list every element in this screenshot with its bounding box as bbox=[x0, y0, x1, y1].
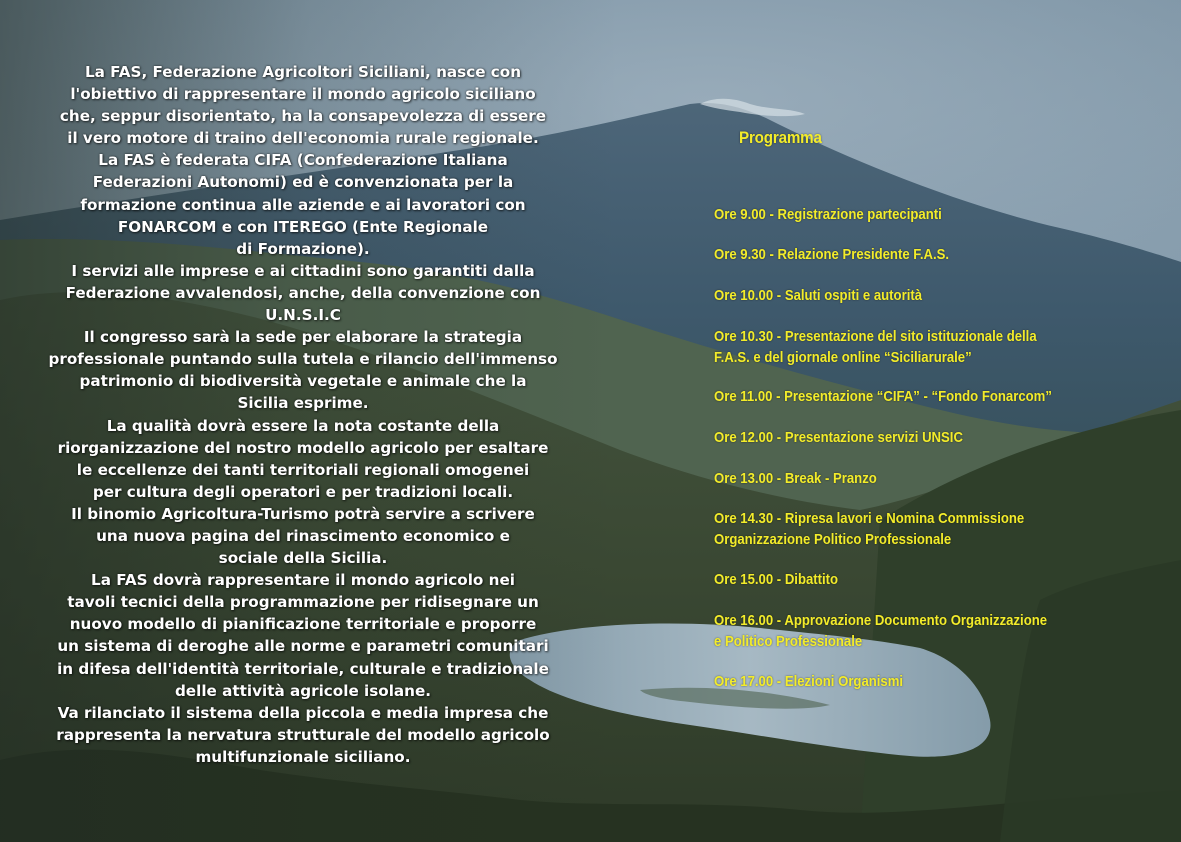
intro-line: di Formazione). bbox=[236, 239, 370, 258]
program-item-text-cont: Organizzazione Politico Professionale bbox=[714, 532, 952, 548]
intro-line: per cultura degli operatori e per tradizioni locali. bbox=[92, 482, 514, 501]
program-item-1500 bbox=[714, 570, 838, 591]
intro-line: un sistema di deroghe alle norme e parametri comunitari bbox=[57, 637, 549, 656]
intro-line: tavoli tecnici della programmazione per ridisegnare un bbox=[67, 593, 539, 612]
intro-line: le eccellenze dei tanti territoriali regionali omogenei bbox=[76, 460, 530, 479]
program-item-1700 bbox=[714, 672, 903, 693]
intro-line: La FAS dovrà rappresentare il mondo agricolo nei bbox=[91, 571, 515, 590]
intro-line: Federazione avvalendosi, anche, della convenzione con bbox=[65, 283, 541, 302]
program-item-1030 bbox=[714, 327, 1037, 369]
intro-line: che, seppur disorientato, ha la consapevolezza di essere bbox=[59, 107, 547, 126]
intro-text-block bbox=[40, 61, 566, 768]
intro-line: rappresenta la nervatura strutturale del modello agricolo bbox=[56, 725, 550, 744]
intro-line: una nuova pagina del rinascimento economico e bbox=[96, 526, 510, 545]
intro-line: professionale puntando sulla tutela e rilancio dell'immenso bbox=[48, 350, 558, 369]
program-item-0930 bbox=[714, 245, 949, 266]
intro-line: Il congresso sarà la sede per elaborare la strategia bbox=[83, 328, 523, 347]
intro-line: Va rilanciato il sistema della piccola e media impresa che bbox=[57, 703, 549, 722]
program-item-0900 bbox=[714, 205, 942, 226]
intro-line: formazione continua alle aziende e ai lavoratori con bbox=[80, 195, 526, 214]
program-item-text: Ore 13.00 - Break - Pranzo bbox=[714, 471, 877, 487]
program-item-1600 bbox=[714, 611, 1047, 653]
program-item-text: Ore 9.00 - Registrazione partecipanti bbox=[714, 207, 942, 223]
program-item-text-cont: e Politico Professionale bbox=[714, 634, 863, 650]
intro-line: FONARCOM e con ITEREGO (Ente Regionale bbox=[117, 217, 489, 236]
intro-line: U.N.S.I.C bbox=[265, 306, 341, 325]
program-item-1200 bbox=[714, 428, 963, 449]
program-item-text: Ore 16.00 - Approvazione Documento Organizzazione bbox=[714, 613, 1048, 629]
intro-line: La qualità dovrà essere la nota costante della bbox=[106, 416, 500, 435]
program-item-text: Ore 9.30 - Relazione Presidente F.A.S. bbox=[714, 247, 950, 263]
intro-line: I servizi alle imprese e ai cittadini sono garantiti dalla bbox=[71, 261, 535, 280]
program-item-text: Ore 15.00 - Dibattito bbox=[714, 572, 839, 588]
program-title: Programma bbox=[739, 129, 822, 147]
intro-line: Federazioni Autonomi) ed è convenzionata per la bbox=[92, 173, 514, 192]
intro-line: La FAS, Federazione Agricoltori Siciliani, nasce con bbox=[84, 63, 522, 81]
program-item-1300 bbox=[714, 469, 877, 490]
program-item-text: Ore 11.00 - Presentazione “CIFA” - “Fondo Fonarcom” bbox=[714, 389, 1052, 405]
intro-line: Sicilia esprime. bbox=[237, 394, 369, 413]
program-item-text: Ore 17.00 - Elezioni Organismi bbox=[714, 674, 904, 690]
intro-line: patrimonio di biodiversità vegetale e animale che la bbox=[79, 372, 527, 391]
intro-line: nuovo modello di pianificazione territoriale e proporre bbox=[69, 615, 537, 634]
intro-line: delle attività agricole isolane. bbox=[174, 681, 432, 700]
intro-line: La FAS è federata CIFA (Confederazione Italiana bbox=[98, 151, 508, 170]
program-item-1100 bbox=[714, 387, 1052, 408]
intro-line: Il binomio Agricoltura-Turismo potrà servire a scrivere bbox=[71, 504, 535, 523]
program-item-text: Ore 12.00 - Presentazione servizi UNSIC bbox=[714, 430, 963, 446]
program-item-text-cont: F.A.S. e del giornale online “Siciliarurale” bbox=[714, 350, 972, 366]
program-item-1000 bbox=[714, 286, 922, 307]
program-item-text: Ore 10.00 - Saluti ospiti e autorità bbox=[714, 288, 923, 304]
program-item-1430 bbox=[714, 509, 1024, 551]
intro-line: il vero motore di traino dell'economia rurale regionale. bbox=[67, 129, 539, 148]
intro-line: riorganizzazione del nostro modello agricolo per esaltare bbox=[57, 438, 549, 457]
intro-line: multifunzionale siciliano. bbox=[195, 747, 411, 766]
intro-line: sociale della Sicilia. bbox=[218, 549, 388, 568]
intro-line: l'obiettivo di rappresentare il mondo agricolo siciliano bbox=[70, 85, 536, 104]
program-item-text: Ore 10.30 - Presentazione del sito istituzionale della bbox=[714, 329, 1037, 345]
intro-line: in difesa dell'identità territoriale, culturale e tradizionale bbox=[57, 659, 549, 678]
program-item-text: Ore 14.30 - Ripresa lavori e Nomina Commissione bbox=[714, 511, 1025, 527]
